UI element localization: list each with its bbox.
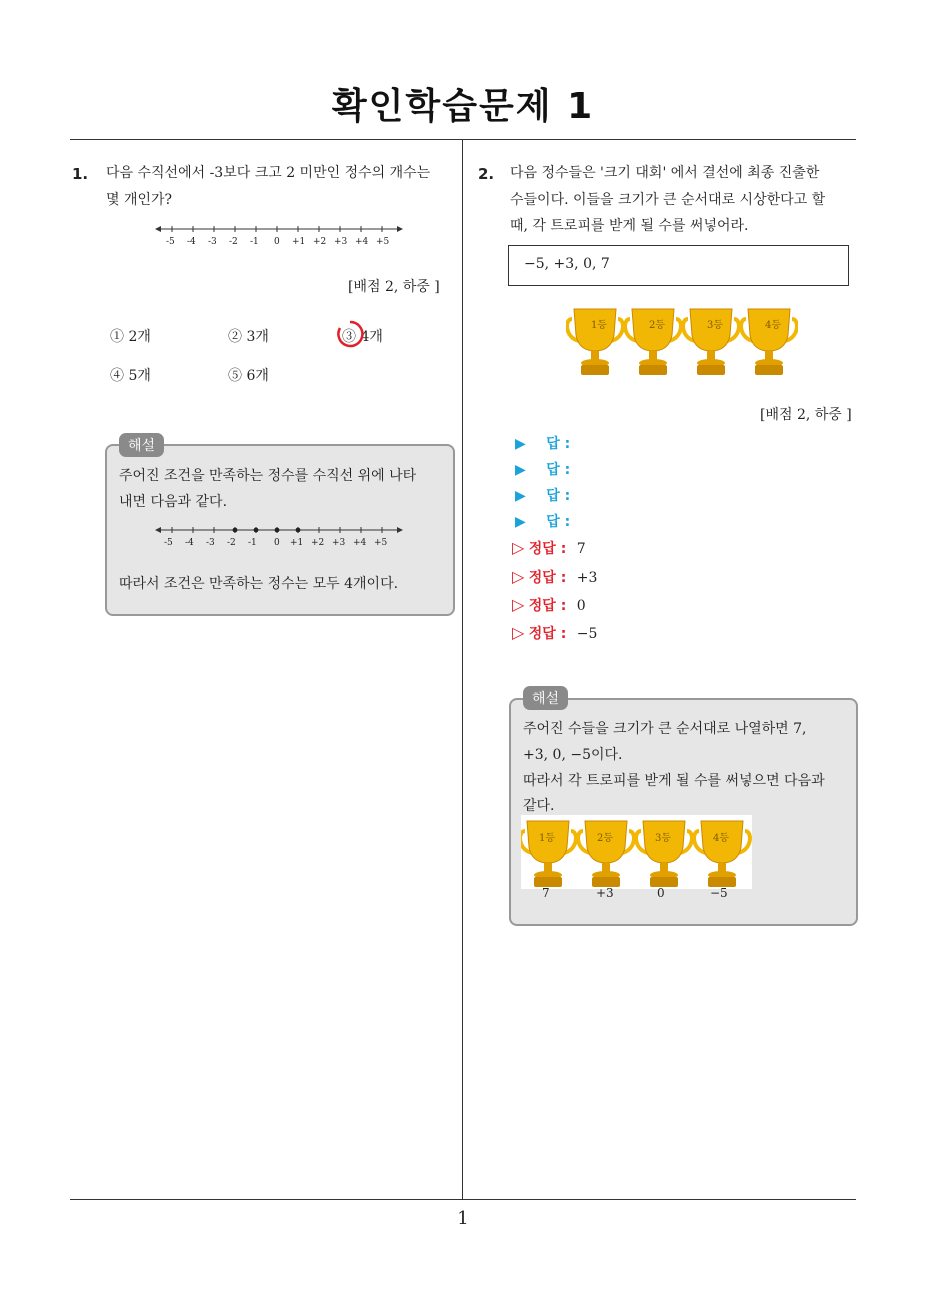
q2-expl-value-3: 0 [657, 886, 665, 900]
play-arrow-icon: ▶ [515, 488, 526, 504]
q2-correct-row-2 [512, 567, 597, 587]
q2-correct-row-4 [512, 623, 597, 643]
play-arrow-icon: ▶ [515, 514, 526, 530]
q2-correct-row-3 [512, 595, 586, 615]
outline-arrow-icon: ▷ [512, 623, 525, 642]
correct-label: 정답 : [528, 541, 567, 557]
q2-trophy-label-1: 1등 [591, 320, 608, 331]
column-divider [462, 140, 463, 1200]
q2-expl-value-1: 7 [542, 886, 550, 900]
q1-option-5[interactable]: ⑤ 6개 [228, 368, 269, 384]
q1-number: 1. [72, 165, 89, 183]
correct-value: 0 [576, 598, 586, 614]
q1-explanation-line2: 내면 다음과 같다. [119, 494, 228, 510]
q1-option-2[interactable]: ② 3개 [228, 329, 269, 345]
outline-arrow-icon: ▷ [512, 567, 525, 586]
correct-value: −5 [576, 626, 598, 642]
q2-text-line1: 다음 정수들은 '크기 대회' 에서 결선에 최종 진출한 [510, 165, 820, 181]
title-divider [70, 139, 856, 140]
correct-label: 정답 : [528, 598, 567, 614]
q2-expl-value-4: −5 [710, 886, 728, 900]
outline-arrow-icon: ▷ [512, 538, 525, 557]
q2-number: 2. [478, 165, 495, 183]
q2-answer-row-4[interactable] [515, 511, 570, 531]
q2-expl-trophy-label-2: 2등 [597, 833, 614, 844]
play-arrow-icon: ▶ [515, 436, 526, 452]
q2-trophy-label-2: 2등 [649, 320, 666, 331]
correct-value: 7 [576, 541, 586, 557]
q2-correct-row-1 [512, 538, 586, 558]
answer-label: 답 : [546, 436, 571, 452]
q2-trophy-label-4: 4등 [765, 320, 782, 331]
q1-option-4[interactable]: ④ 5개 [110, 368, 151, 384]
correct-value: +3 [576, 570, 598, 586]
correct-label: 정답 : [528, 570, 567, 586]
q1-explanation-line3: 따라서 조건은 만족하는 정수는 모두 4개이다. [119, 576, 399, 592]
q2-score: [배점 2, 하중 ] [760, 407, 852, 423]
q1-option-3[interactable]: ③ 4개 [342, 329, 383, 345]
q2-expl-value-2: +3 [596, 886, 614, 900]
q1-explanation-line1: 주어진 조건을 만족하는 정수를 수직선 위에 나타 [119, 468, 417, 484]
page-number: 1 [457, 1208, 469, 1229]
q2-trophies [566, 303, 798, 378]
q2-explanation-line2: +3, 0, −5이다. [523, 747, 623, 763]
q2-expl-trophy-label-1: 1등 [539, 833, 556, 844]
q1-text-line2: 몇 개인가? [106, 192, 173, 208]
q2-explanation-tag: 해설 [523, 686, 568, 710]
q2-trophy-label-3: 3등 [707, 320, 724, 331]
answer-label: 답 : [546, 462, 571, 478]
q2-expl-trophy-label-4: 4등 [713, 833, 730, 844]
q2-text-line2: 수들이다. 이들을 크기가 큰 순서대로 시상한다고 할 [510, 192, 826, 208]
answer-label: 답 : [546, 488, 571, 504]
q2-explanation-line4: 같다. [523, 798, 555, 814]
footer-divider [70, 1199, 856, 1200]
answer-label: 답 : [546, 514, 571, 530]
correct-label: 정답 : [528, 626, 567, 642]
page-title: 확인학습문제 1 [331, 86, 595, 127]
q2-explanation-line3: 따라서 각 트로피를 받게 될 수를 써넣으면 다음과 [523, 773, 825, 789]
q1-explanation-tag: 해설 [119, 433, 164, 457]
q2-answer-row-1[interactable] [515, 433, 570, 453]
q1-option-1[interactable]: ① 2개 [110, 329, 151, 345]
q2-explanation-trophies [521, 815, 752, 889]
outline-arrow-icon: ▷ [512, 595, 525, 614]
q2-expl-trophy-label-3: 3등 [655, 833, 672, 844]
answer-mark-circle [336, 320, 364, 348]
q1-score: [배점 2, 하중 ] [348, 279, 440, 295]
q1-number-line [155, 222, 405, 236]
q2-text-line3: 때, 각 트로피를 받게 될 수를 써넣어라. [510, 218, 749, 234]
q2-values-text: −5, +3, 0, 7 [524, 256, 610, 272]
q2-answer-row-3[interactable] [515, 485, 570, 505]
q2-explanation-line1: 주어진 수들을 크기가 큰 순서대로 나열하면 7, [523, 721, 807, 737]
q1-text-line1: 다음 수직선에서 -3보다 크고 2 미만인 정수의 개수는 [106, 165, 431, 181]
q1-explanation-number-line [155, 523, 405, 537]
q2-answer-row-2[interactable] [515, 459, 570, 479]
play-arrow-icon: ▶ [515, 462, 526, 478]
